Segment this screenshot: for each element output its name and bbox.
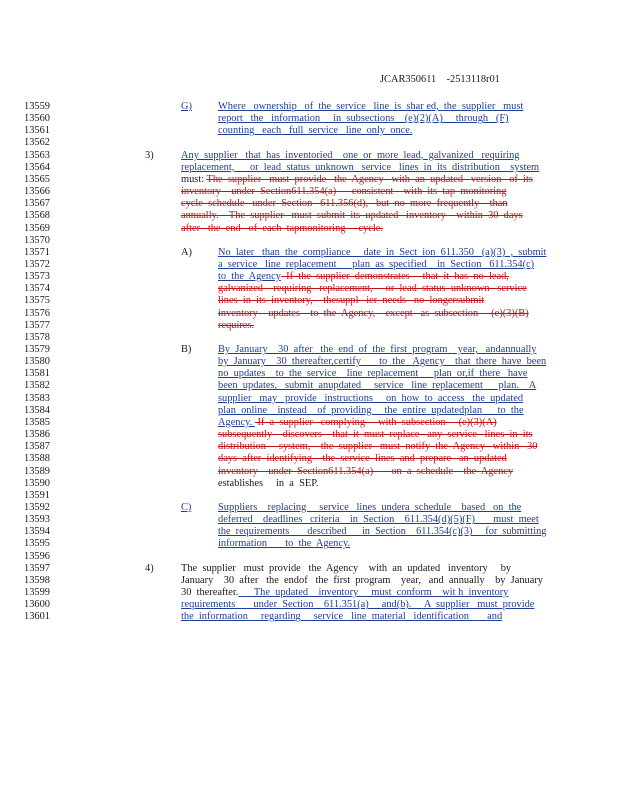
line-number: 13568 [24,210,50,222]
line-number: 13559 [24,101,50,112]
line-number: 13571 [24,246,50,258]
inserted-text: Agency. [218,416,255,428]
text-line [218,259,534,270]
text-line [218,113,509,124]
inserted-text: replacement, [181,161,235,173]
line-number: 13574 [24,283,50,295]
line-number: 13579 [24,344,50,355]
line-number: 13595 [24,538,50,550]
text-line [218,247,546,258]
line-number: 13585 [24,416,50,428]
struck-text: The supplier must provide the Agency with an updated version of its [206,173,533,185]
struck-text: annually. The supplier must submit its updated inventory within 30 days [181,210,523,222]
line-number: 13565 [24,173,50,185]
line-number: 13564 [24,161,50,173]
inserted-text: been updates, submit anupdated service line replacement plan. A [218,380,537,392]
line-number: 13563 [24,149,50,161]
plain-text: establishes in a SEP. [218,477,319,489]
line-number: 13589 [24,465,50,477]
inserted-text: By January 30 after the end of the first program year, andannually [218,344,537,355]
text-line [181,587,508,598]
line-number: 13590 [24,477,50,489]
line-number: 13583 [24,392,50,404]
text-line [218,125,412,136]
text-line [218,283,527,294]
struck-text: after the end of each tapmonitoring cycle. [181,222,383,234]
text-line [218,393,523,404]
line-number: 13567 [24,198,50,210]
item-marker: C) [181,501,192,513]
line-number: 13569 [24,222,50,234]
text-line [218,526,546,537]
line-number: 13561 [24,125,50,137]
text-line [181,162,539,173]
line-number: 13601 [24,611,50,623]
line-number: 13584 [24,404,50,416]
plain-text: The supplier must provide the Agency with an updated inventory by [181,562,512,574]
inserted-text: Suppliers replacing service lines undera schedule based on the [218,501,522,513]
inserted-text: deferred deadlines criteria in Section 611.354(d)(5)(F) must meet [218,514,539,526]
inserted-text: The updated inventory must conform wit h inventory [238,587,509,598]
struck-text: requires. [218,319,255,331]
struck-text: lines in its inventory, thesuppl ier needs no longersubmit [218,295,485,307]
text-line [218,429,533,440]
text-line [218,368,527,379]
line-number: 13582 [24,380,50,392]
line-number: 13586 [24,429,50,441]
text-line [218,308,529,319]
inserted-text: Any supplier that has inventoried one or more lead, galvanized requiring [181,149,520,161]
text-line [218,514,539,525]
struck-text: subsequently discovers that it must replace any service lines in its [218,429,533,441]
line-number: 13587 [24,441,50,453]
line-number: 13566 [24,186,50,198]
item-marker: 4) [145,562,154,574]
inserted-text: report the information in subsections (e)(2)(A) through (F) [218,113,509,125]
struck-text: distribution system, the supplier must notify the Agency within 30 [218,441,538,453]
text-line [218,417,497,428]
text-line [181,611,502,622]
line-number: 13598 [24,574,50,586]
item-marker: A) [181,246,192,258]
plain-text: must: [181,173,207,185]
text-line [218,441,538,452]
inserted-text: by January 30 thereafter,certify to the Agency that there have been [218,356,547,368]
item-marker: 3) [145,149,154,161]
inserted-text: No later than the compliance date in Sect ion 611.350 (a)(3) , submit [218,246,547,258]
line-number: 13580 [24,356,50,368]
text-line [218,502,521,513]
line-number: 13581 [24,368,50,380]
line-number: 13572 [24,258,50,270]
text-line [218,405,524,416]
line-number: 13593 [24,514,50,526]
text-line [218,538,350,549]
text-line [218,295,484,306]
text-line [218,271,509,282]
text-line [218,466,513,477]
text-line [218,356,546,367]
line-number: 13599 [24,587,50,598]
inserted-text: the information regarding service line material identification and [181,611,503,623]
text-line [218,453,507,464]
struck-text: If the supplier demonstrates that it has no lead, [280,271,509,283]
text-line [181,150,519,161]
inserted-text: information to the Agency. [218,538,351,550]
struck-text: days after identifying the service lines and prepare an updated [218,453,507,465]
text-line [181,198,508,209]
line-number: 13576 [24,307,50,319]
struck-text: inventory updates to the Agency, except as subsection (e)(3)(B) [218,307,529,319]
struck-text: inventory under Section611.354(a) consistent with its tap monitoring [181,186,507,198]
text-line [218,320,254,331]
item-marker: G) [181,101,192,112]
plain-text: January 30 after the endof the first program year, and annually by January [181,574,543,586]
struck-text: galvanized requiring replacement, or lead status unknown service [218,283,527,295]
document-header: JCAR350611 -2513118r01 [380,74,500,85]
line-number: 13594 [24,526,50,538]
text-line [181,599,534,610]
inserted-text: requirements under Section 611.351(a) and(b). A supplier must provide [181,599,535,611]
line-number: 13578 [24,331,50,343]
struck-text: cycle schedule under Section 611.356(d), but no more frequently than [181,198,508,210]
text-line [218,478,318,489]
inserted-text: Where ownership of the service line is shar ed, the supplier must [218,101,524,112]
line-number: 13562 [24,137,50,149]
inserted-text: to the Agency [218,271,281,283]
line-number: 13597 [24,562,50,574]
inserted-text: the requirements described in Section 611.354(c)(3) for submitting [218,526,547,538]
text-line [181,210,523,221]
plain-text: 30 thereafter. [181,587,239,598]
line-number: 13560 [24,113,50,125]
text-line [181,186,506,197]
line-number: 13575 [24,295,50,307]
line-number: 13577 [24,319,50,331]
struck-text: inventory under Section611.354(a) on a schedule the Agency [218,465,514,477]
text-line [181,174,533,185]
line-number: 13600 [24,599,50,611]
text-line [218,344,536,355]
inserted-text: or lead status unknown service lines in its distribution system [234,161,540,173]
inserted-text: supplier may provide instructions on how to access the updated [218,392,524,404]
line-number: 13591 [24,489,50,501]
struck-text: If a supplier complying with subsection (e)(3)(A) [254,416,497,428]
text-line [218,380,536,391]
line-number: 13596 [24,550,50,562]
line-number: 13570 [24,234,50,246]
inserted-text: plan online instead of providing the entire updatedplan to the [218,404,524,416]
text-line [181,575,543,586]
line-number: 13573 [24,271,50,283]
item-marker: B) [181,344,192,355]
line-number: 13588 [24,453,50,465]
inserted-text: a service line replacement plan as specified in Section 611.354(c) [218,258,535,270]
inserted-text: counting each full service line only once. [218,125,413,137]
text-line [181,223,383,234]
inserted-text: no updates to the service line replacement plan or,if there have [218,368,528,380]
line-number: 13592 [24,501,50,513]
text-line [218,101,523,112]
text-line [181,563,511,574]
